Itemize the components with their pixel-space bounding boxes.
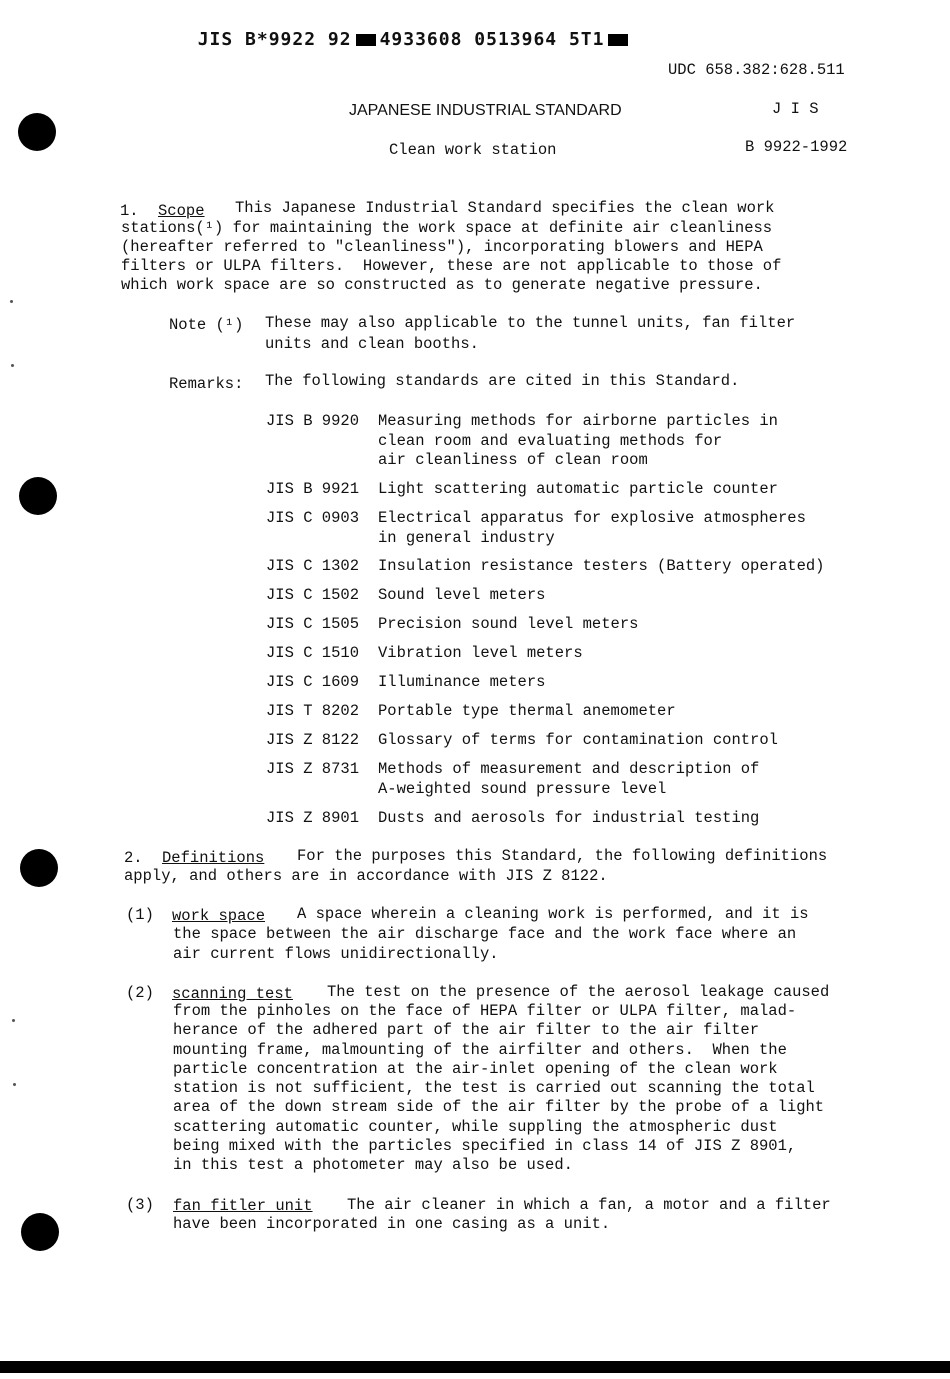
document-code: JIS B*9922 92 xyxy=(197,29,352,50)
standard-code: JIS B 9921 xyxy=(266,480,360,498)
punch-hole-4 xyxy=(21,1213,59,1251)
standard-code: JIS C 0903 xyxy=(266,509,360,527)
standard-title: Precision sound level meters xyxy=(378,615,639,633)
note-text: These may also applicable to the tunnel units, fan filter xyxy=(265,314,796,332)
standard-code: JIS C 1502 xyxy=(266,586,360,604)
definition-number: (2) xyxy=(126,984,154,1002)
standard-title: Sound level meters xyxy=(378,586,546,604)
standard-code: JIS C 1609 xyxy=(266,673,360,691)
note-label: Note (¹) xyxy=(169,316,244,334)
note-text: units and clean booths. xyxy=(265,335,479,353)
standard-code: JIS Z 8731 xyxy=(266,760,360,778)
scan-speck xyxy=(12,1019,15,1022)
scan-speck xyxy=(11,364,14,367)
standard-title: Light scattering automatic particle counter xyxy=(378,480,778,498)
scope-text: which work space are so constructed as to generate negative pressure. xyxy=(121,276,763,294)
definition-text: the space between the air discharge face and the work face where an air current flows unidirectionally. xyxy=(173,925,797,963)
standard-title: Methods of measurement and description of A-weighted sound pressure level xyxy=(378,760,760,798)
standard-code: JIS C 1510 xyxy=(266,644,360,662)
standard-title: Glossary of terms for contamination control xyxy=(378,731,778,749)
remarks-label: Remarks: xyxy=(169,375,244,393)
definition-text: from the pinholes on the face of HEPA filter or ULPA filter, malad- herance of the adhered part of the air filter to the air filter mounting frame, malmounting of the airfilter and others. When the particle concentration at the air-inlet opening of the clean work station is not sufficient, the test is carried out scanning the total area of the down stream side of the air filter by the probe of a light scattering automatic counter, while suppling the atmospheric dust being mixed with the particles specified in class 14 of JIS Z 8901, in this test a photometer may also be used. xyxy=(173,1002,825,1175)
redaction-block xyxy=(356,34,376,46)
definition-term: scanning test xyxy=(172,985,293,1003)
scan-speck xyxy=(13,1083,16,1086)
document-number: B 9922-1992 xyxy=(745,138,848,156)
document-code-line xyxy=(174,8,632,50)
standard-code: JIS B 9920 xyxy=(266,412,360,430)
scope-text: stations(¹) for maintaining the work space at definite air cleanliness xyxy=(121,219,773,237)
punch-hole-1 xyxy=(18,113,56,151)
standard-title: Electrical apparatus for explosive atmospheres in general industry xyxy=(378,509,806,547)
remarks-intro: The following standards are cited in this Standard. xyxy=(265,372,740,390)
standard-code: JIS Z 8901 xyxy=(266,809,360,827)
section-number: 1. xyxy=(120,202,139,220)
definition-text: The air cleaner in which a fan, a motor and a filter xyxy=(347,1196,831,1214)
standard-title: Vibration level meters xyxy=(378,644,583,662)
scope-text: This Japanese Industrial Standard specifies the clean work xyxy=(235,199,775,217)
punch-hole-2 xyxy=(19,477,57,515)
standard-title: Illuminance meters xyxy=(378,673,546,691)
definition-text: A space wherein a cleaning work is performed, and it is xyxy=(297,905,809,923)
title-jis: J I S xyxy=(772,100,819,118)
batch-code: 4933608 0513964 5T1 xyxy=(379,29,605,50)
standard-code: JIS Z 8122 xyxy=(266,731,360,749)
udc-number: UDC 658.382:628.511 xyxy=(668,61,845,79)
scope-text: (hereafter referred to "cleanliness"), incorporating blowers and HEPA xyxy=(121,238,763,256)
definition-number: (1) xyxy=(126,906,154,924)
scope-text: filters or ULPA filters. However, these are not applicable to those of xyxy=(121,257,782,275)
definitions-intro: For the purposes this Standard, the following definitions xyxy=(297,847,828,865)
standard-code: JIS C 1302 xyxy=(266,557,360,575)
definition-text: have been incorporated in one casing as a unit. xyxy=(173,1215,611,1233)
standard-code: JIS T 8202 xyxy=(266,702,360,720)
standard-code: JIS C 1505 xyxy=(266,615,360,633)
section-heading-definitions: Definitions xyxy=(162,849,265,867)
standard-title: Portable type thermal anemometer xyxy=(378,702,676,720)
standard-title: Insulation resistance testers (Battery operated) xyxy=(378,557,825,575)
standard-title: Measuring methods for airborne particles in clean room and evaluating methods for air cleanliness of clean room xyxy=(378,412,778,469)
definition-term: fan fitler unit xyxy=(173,1197,313,1215)
punch-hole-3 xyxy=(20,849,58,887)
standard-title: Dusts and aerosols for industrial testing xyxy=(378,809,760,827)
section-heading-scope: Scope xyxy=(158,202,205,220)
redaction-block xyxy=(608,34,628,46)
section-number: 2. xyxy=(124,849,143,867)
scan-bottom-border xyxy=(0,1361,950,1373)
scan-speck xyxy=(10,300,13,303)
definition-text: The test on the presence of the aerosol leakage caused xyxy=(327,983,830,1001)
definitions-intro: apply, and others are in accordance with JIS Z 8122. xyxy=(124,867,608,885)
document-title: Clean work station xyxy=(389,141,557,159)
title-organization: JAPANESE INDUSTRIAL STANDARD xyxy=(349,102,622,119)
definition-term: work space xyxy=(172,907,266,925)
definition-number: (3) xyxy=(126,1196,154,1214)
